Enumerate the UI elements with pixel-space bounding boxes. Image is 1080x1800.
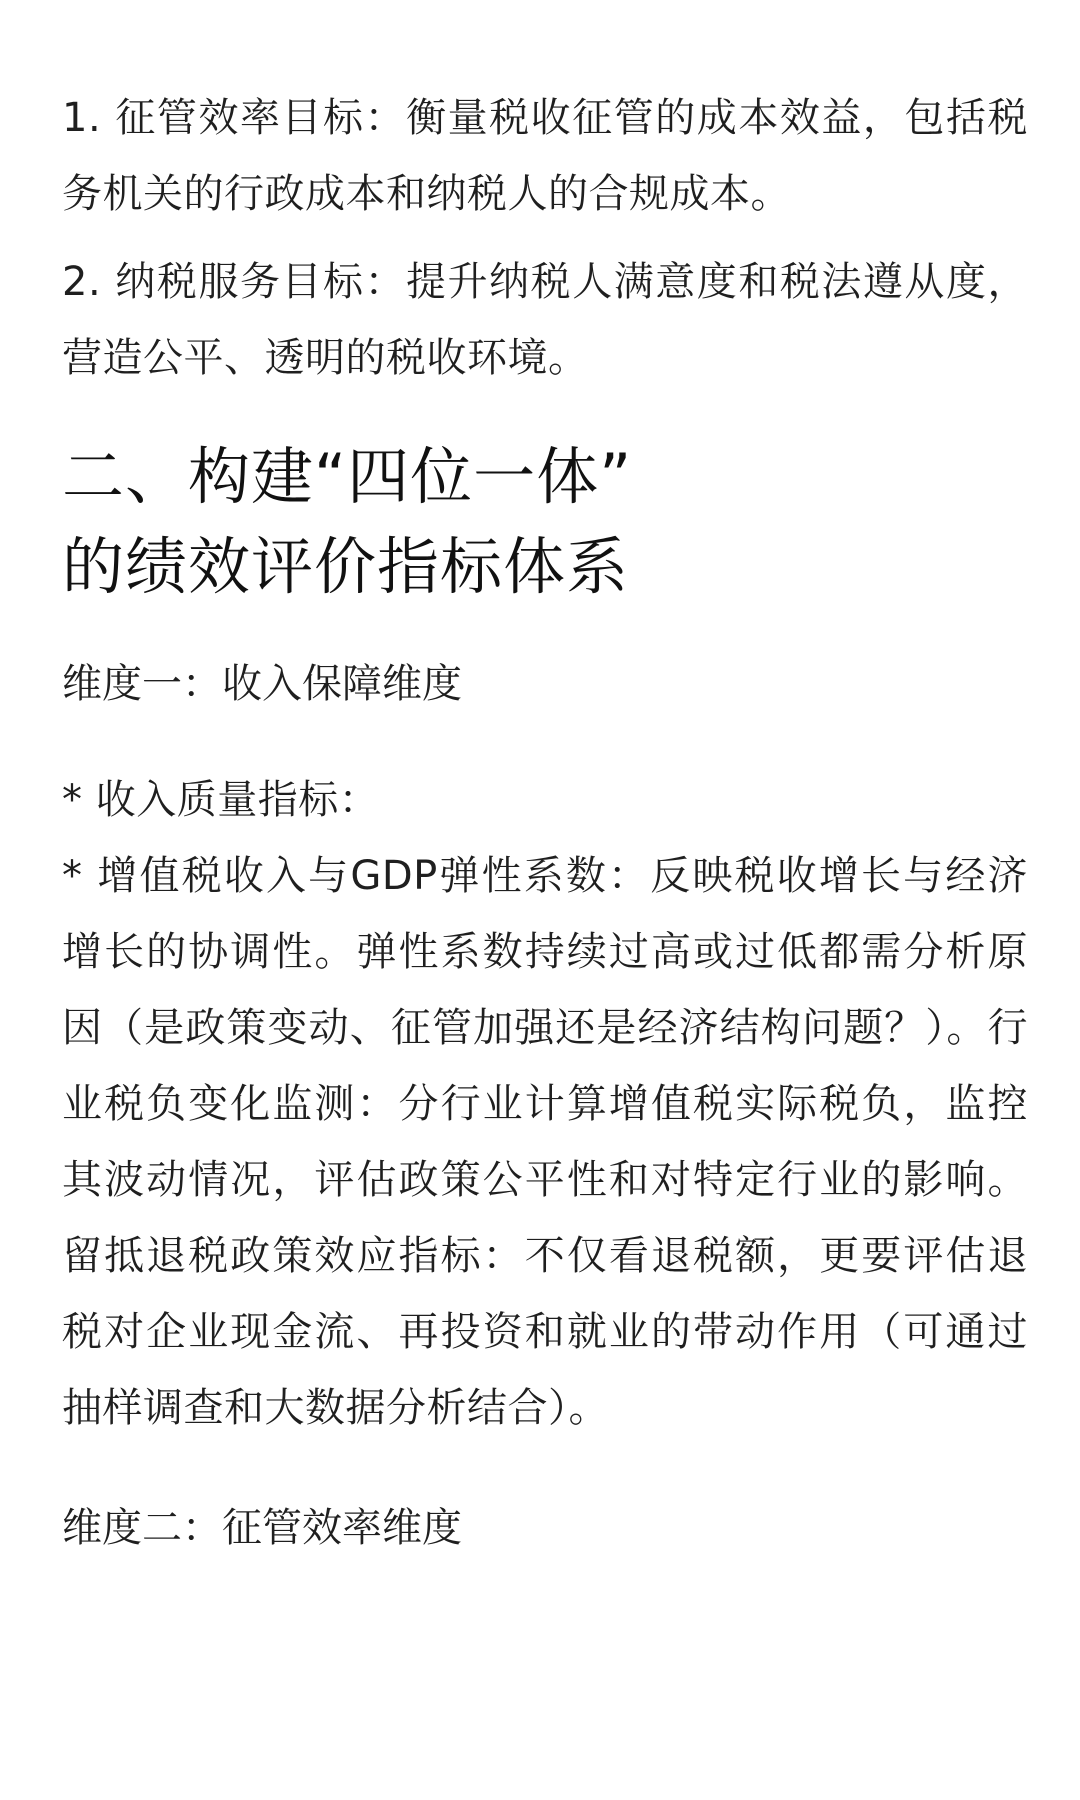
dimension-one-bullets bbox=[62, 762, 1028, 1446]
goal-efficiency-paragraph: 1. 征管效率目标：衡量税收征管的成本效益，包括税务机关的行政成本和纳税人的合规成本。 bbox=[62, 95, 1028, 217]
bullet-income-quality: * 收入质量指标： bbox=[62, 777, 380, 823]
article-body bbox=[62, 80, 1028, 1606]
bullet-vat-elasticity: * 增值税收入与GDP弹性系数：反映税收增长与经济增长的协调性。弹性系数持续过高或过低都需分析原因（是政策变动、征管加强还是经济结构问题？）。行业税负变化监测：分行业计算增值税实际税负，监控其波动情况，评估政策公平性和对特定行业的影响。留抵退税政策效应指标：不仅看退税额，更要评估退税对企业现金流、再投资和就业的带动作用（可通过抽样调查和大数据分析结合）。 bbox=[62, 853, 1028, 1431]
section-heading-line-1: 二、构建“四位一体” bbox=[62, 440, 633, 513]
goal-service-paragraph: 2. 纳税服务目标：提升纳税人满意度和税法遵从度，营造公平、透明的税收环境。 bbox=[62, 259, 1028, 381]
section-heading bbox=[62, 432, 1028, 612]
section-heading-line-2: 的绩效评价指标体系 bbox=[62, 530, 630, 603]
dimension-one-label: 维度一：收入保障维度 bbox=[62, 661, 462, 707]
dimension-two-label: 维度二：征管效率维度 bbox=[62, 1505, 462, 1551]
